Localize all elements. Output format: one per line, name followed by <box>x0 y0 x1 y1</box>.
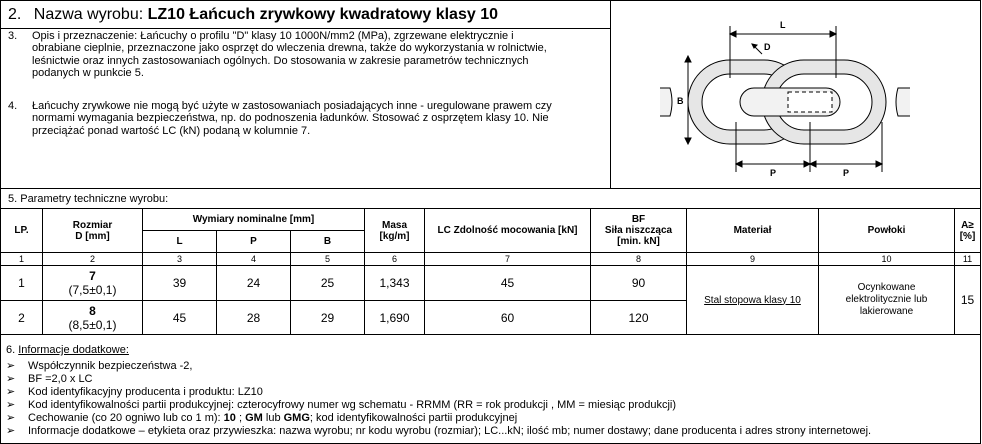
dim-P1-label: P <box>770 168 777 178</box>
section6-title <box>6 344 129 357</box>
cell-B: 29 <box>291 301 365 335</box>
list-item <box>6 399 976 412</box>
section4-line: normami wymagania bezpieczeństwa, np. do podnoszenia ładunków. Stosować z osprzętem klasy 10. Nie <box>32 112 549 125</box>
cell-material: Stal stopowa klasy 10 <box>687 266 819 335</box>
cell-lp: 2 <box>1 301 43 335</box>
marking-gm: GM <box>245 412 263 424</box>
arrow-bullet-icon: ➢ <box>6 373 16 385</box>
cell-bf: 90 <box>591 266 687 301</box>
header-elongation-unit: [%] <box>959 230 976 242</box>
section6-number: 6. <box>6 344 16 356</box>
col-number: 6 <box>365 253 425 266</box>
col-number: 9 <box>687 253 819 266</box>
col-number: 10 <box>819 253 955 266</box>
section4-text <box>32 100 607 137</box>
section3-line: Opis i przeznaczenie: Łańcuchy o profilu "D" klasy 10 1000N/mm2 (MPa), zgrzewane elektrycznie i <box>32 30 514 42</box>
header-mass-unit: [kg/m] <box>379 230 410 242</box>
header-elongation-label: A≥ <box>961 219 974 231</box>
parameters-table <box>0 208 981 335</box>
chain-link-edge-left <box>660 88 672 116</box>
header-size <box>43 209 143 253</box>
arrow-bullet-icon: ➢ <box>6 412 16 424</box>
list-item-text: Kod identyfikowalności partii produkcyjnej: czterocyfrowy numer wg schematu - RRMM (RR = rok produkcji , MM = miesiąc produkcji) <box>28 399 676 411</box>
cell-lc: 45 <box>425 266 591 301</box>
header-bf-label: BF <box>631 214 646 225</box>
section6-list <box>6 360 976 438</box>
col-number: 5 <box>291 253 365 266</box>
col-number: 8 <box>591 253 687 266</box>
coating-line: Ocynkowane <box>857 282 916 293</box>
header-coating: Powłoki <box>819 209 955 253</box>
header-bf-unit: [min. kN] <box>617 236 660 247</box>
chain-link-edge-right <box>896 88 910 116</box>
cell-coating <box>819 266 955 335</box>
frame-top <box>0 0 980 1</box>
dim-D-arrow <box>752 44 757 48</box>
dim-B-label: B <box>677 96 684 106</box>
section-number: 2. <box>8 6 22 23</box>
header-L: L <box>143 231 217 253</box>
cell-L: 39 <box>143 266 217 301</box>
coating-line: elektrolitycznie lub <box>845 294 928 305</box>
cell-mass: 1,343 <box>365 266 425 301</box>
header-lc: LC Zdolność mocowania [kN] <box>425 209 591 253</box>
marking-separator: ; <box>235 412 246 424</box>
section5-title: 5. Parametry techniczne wyrobu: <box>8 193 169 205</box>
cell-size-tolerance: (7,5±0,1) <box>68 283 117 297</box>
header-B: B <box>291 231 365 253</box>
header-divider <box>0 28 610 29</box>
header-mass-label: Masa <box>381 219 407 231</box>
section5-top <box>0 188 980 189</box>
list-item <box>6 360 976 373</box>
arrow-bullet-icon: ➢ <box>6 360 16 372</box>
marking-gmg: GMG <box>283 412 310 424</box>
header-bf-name: Siła niszcząca <box>604 225 673 236</box>
cell-elongation: 15 <box>955 266 981 335</box>
header-dimensions: Wymiary nominalne [mm] <box>143 209 365 231</box>
list-item <box>6 373 976 386</box>
col-number: 11 <box>955 253 981 266</box>
product-label: Nazwa wyrobu: <box>33 6 144 23</box>
section4-line: Łańcuchy zrywkowe nie mogą być użyte w zastosowaniach posiadających inne - uregulowane prawem czy <box>32 100 552 112</box>
section3-text <box>32 30 607 80</box>
section3-number: 3. <box>8 30 18 42</box>
cell-P: 24 <box>217 266 291 301</box>
arrow-bullet-icon: ➢ <box>6 425 16 437</box>
list-item-text: Kod identyfikacyjny producenta i produktu: LZ10 <box>28 386 263 398</box>
list-item-text: Cechowanie (co 20 ogniwo lub co 1 m): <box>28 412 221 424</box>
col-number: 4 <box>217 253 291 266</box>
cell-lp: 1 <box>1 266 43 301</box>
table-header-row <box>1 209 981 231</box>
section4-number: 4. <box>8 100 18 112</box>
list-item-text: BF =2,0 x LC <box>28 373 93 385</box>
list-item-text: Współczynnik bezpieczeństwa -2, <box>28 360 193 372</box>
arrow-bullet-icon: ➢ <box>6 399 16 411</box>
cell-size <box>43 301 143 335</box>
section3-line: leśnictwie oraz innych zastosowaniach ogólnych. Do stosowania w zakresie parametrów technicznych <box>32 54 529 67</box>
diagram-divider <box>610 0 611 188</box>
cell-size-value: 8 <box>89 303 96 318</box>
header-P: P <box>217 231 291 253</box>
dim-L-label: L <box>780 20 786 30</box>
header-mass <box>365 209 425 253</box>
arrow-bullet-icon: ➢ <box>6 386 16 398</box>
list-item-text: Informacje dodatkowe – etykieta oraz przywieszka: nazwa wyrobu; nr kodu wyrobu (rozmiar); LC...kN; ilość mb; numer dostawy; dane producenta i adres strony internetowej. <box>28 425 872 437</box>
cell-B: 25 <box>291 266 365 301</box>
header-lp: LP. <box>1 209 43 253</box>
cell-size <box>43 266 143 301</box>
cell-mass: 1,690 <box>365 301 425 335</box>
cell-lc: 60 <box>425 301 591 335</box>
section4-line: przeciążać ponad wartość LC (kN) podaną w kolumnie 7. <box>32 124 311 137</box>
cell-bf: 120 <box>591 301 687 335</box>
dim-P2-label: P <box>843 168 850 178</box>
product-header <box>8 6 498 24</box>
col-number: 3 <box>143 253 217 266</box>
header-size-label: Rozmiar <box>72 219 113 231</box>
coating-line: lakierowane <box>859 306 914 317</box>
cell-P: 28 <box>217 301 291 335</box>
col-number: 2 <box>43 253 143 266</box>
product-name: LZ10 Łańcuch zrywkowy kwadratowy klasy 10 <box>147 6 498 23</box>
list-item <box>6 412 976 425</box>
section3-line: podanych w punkcie 5. <box>32 67 144 80</box>
marking-tail: ; kod identyfikowalności partii produkcyjnej <box>309 412 518 424</box>
cell-L: 45 <box>143 301 217 335</box>
header-material: Materiał <box>687 209 819 253</box>
list-item <box>6 386 976 399</box>
header-size-unit: D [mm] <box>75 230 110 242</box>
list-item <box>6 425 976 438</box>
marking-code: 10 <box>223 412 236 424</box>
dim-D-label: D <box>764 42 771 52</box>
marking-or: lub <box>262 412 284 424</box>
header-elongation <box>955 209 981 253</box>
table-row <box>1 266 981 301</box>
chain-diagram <box>660 8 910 184</box>
col-number: 7 <box>425 253 591 266</box>
header-bf <box>591 209 687 253</box>
cell-size-value: 7 <box>89 269 96 283</box>
col-number: 1 <box>1 253 43 266</box>
table-colnum-row <box>1 253 981 266</box>
section3-line: obrabiane cieplnie, przeznaczone jako osprzęt do wleczenia drewna, także do wykorzystania w rolnictwie, <box>32 42 547 55</box>
cell-size-tolerance: (8,5±0,1) <box>68 317 117 332</box>
section6-title-text: Informacje dodatkowe: <box>18 344 129 356</box>
chain-link-middle-inner <box>788 92 832 112</box>
